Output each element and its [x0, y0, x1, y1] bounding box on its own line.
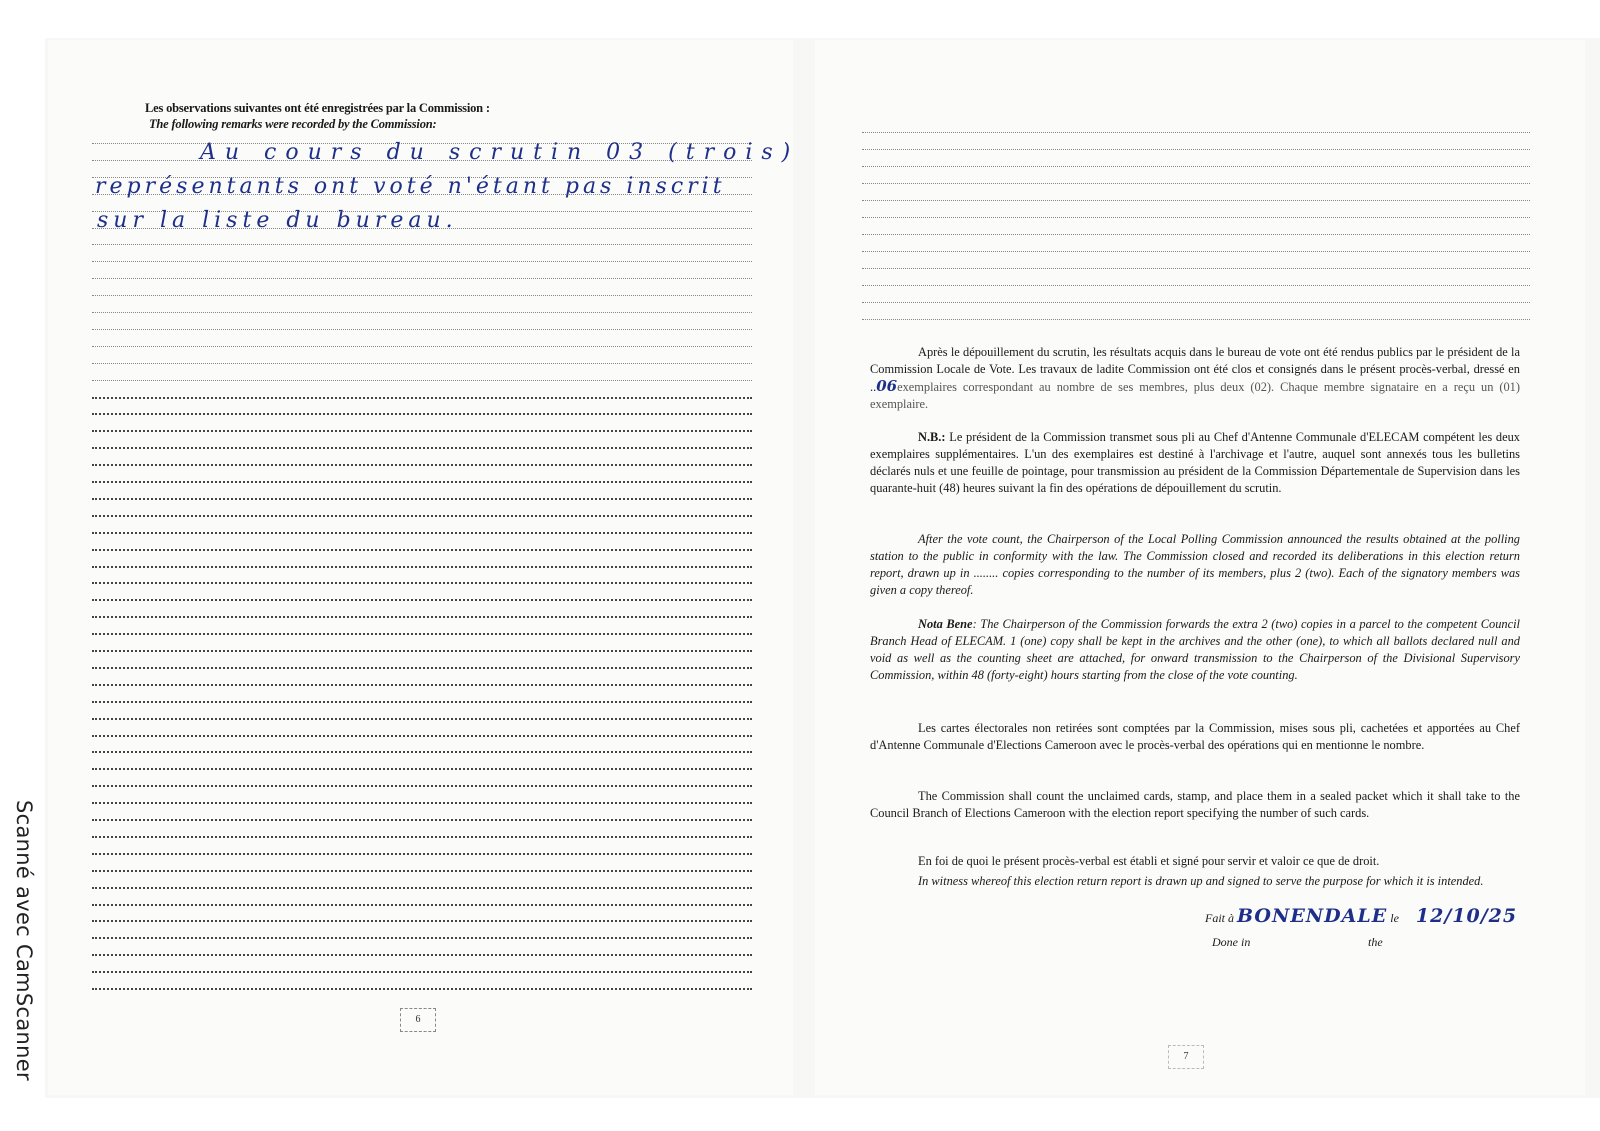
- ruled-line: [92, 515, 752, 517]
- ruled-line: [92, 667, 752, 669]
- paragraph-cards-en: The Commission shall count the unclaimed cards, stamp, and place them in a sealed packet which it shall take to the Council Branch of Elections Cameroon with the election report specifying the number of such cards.: [870, 789, 1520, 820]
- handwritten-remark-line-3: sur la liste du bureau.: [97, 208, 458, 233]
- page-number-left: 6: [400, 1008, 436, 1032]
- ruled-line: [92, 633, 752, 635]
- ruled-line: [92, 920, 752, 922]
- ruled-line: [862, 319, 1530, 320]
- ruled-line: [92, 701, 752, 703]
- ruled-line: [92, 413, 752, 415]
- ruled-line: [92, 532, 752, 534]
- done-at-place: BONENDALE: [1237, 905, 1388, 927]
- ruled-line: [92, 751, 752, 753]
- paragraph-witness-en: In witness whereof this election return report is drawn up and signed to serve the purpose for which it is intended.: [918, 874, 1484, 888]
- ruled-line: [92, 380, 752, 381]
- ruled-line: [92, 549, 752, 551]
- handwritten-copies-count: 06: [876, 377, 898, 395]
- ruled-line: [862, 132, 1530, 133]
- ruled-line: [92, 853, 752, 855]
- observations-title-en: The following remarks were recorded by the Commission:: [149, 117, 437, 131]
- nota-bene-label: Nota Bene: [918, 617, 973, 631]
- ruled-line: [862, 285, 1530, 286]
- observations-title-fr: Les observations suivantes ont été enregistrées par la Commission :: [145, 101, 490, 115]
- continued-ruled-lines: [862, 132, 1530, 327]
- ruled-line: [862, 166, 1530, 167]
- ruled-line: [92, 430, 752, 432]
- paragraph-cards-fr: Les cartes électorales non retirées sont comptées par la Commission, mises sous pli, cachetées et apportées au Chef d'Antenne Communale d'Elections Cameroon avec le procès-verbal des opérations qui en mentionne le nombre.: [870, 721, 1520, 752]
- remarks-ruled-lines: [92, 143, 752, 993]
- handwritten-remark-line-2: représentants ont voté n'étant pas inscrit: [95, 174, 726, 199]
- paragraph-nb-fr: N.B.: Le président de la Commission transmet sous pli au Chef d'Antenne Communale d'ELECAM compétent les deux exemplaires supplémentaires. L'un des exemplaires est destiné à l'archivage et l'autre, auquel sont annexés tous les bulletins déclarés nuls et une feuille de pointage, pour transmission au président de la Commission Départementale de Supervision dans les quarante-huit (48) heures suivant la fin des opérations de dépouillement du scrutin.: [870, 430, 1520, 495]
- ruled-line: [92, 988, 752, 990]
- ruled-line: [92, 836, 752, 838]
- ruled-line: [92, 718, 752, 720]
- signature-place-date: [1205, 905, 1517, 927]
- ruled-line: [92, 768, 752, 770]
- ruled-line: [92, 464, 752, 466]
- ruled-line: [92, 735, 752, 737]
- ruled-line: [92, 887, 752, 889]
- ruled-line: [92, 295, 752, 296]
- date-label-fr: le: [1390, 911, 1399, 925]
- paragraph-results-fr: Après le dépouillement du scrutin, les résultats acquis dans le bureau de vote ont été rendus publics par le président de la Commission Locale de Vote. Les travaux de ladite Commission ont été clos et consignés dans le présent procès-verbal, dressé en ..06exemplaires correspondant au nombre de ses membres, plus deux (02). Chaque membre signataire en a reçu un (01) exemplaire.: [870, 345, 1520, 411]
- ruled-line: [92, 244, 752, 245]
- ruled-line: [92, 937, 752, 939]
- date-label-en: the: [1368, 935, 1383, 949]
- done-at-label-fr: Fait à: [1205, 911, 1234, 925]
- ruled-line: [862, 200, 1530, 201]
- ruled-line: [92, 599, 752, 601]
- ruled-line: [92, 261, 752, 262]
- ruled-line: [92, 650, 752, 652]
- camscanner-watermark: Scanné avec CamScanner: [12, 800, 36, 1081]
- date-value: 12/10/25: [1415, 905, 1518, 927]
- ruled-line: [92, 785, 752, 787]
- ruled-line: [92, 481, 752, 483]
- ruled-line: [92, 329, 752, 330]
- paragraph-results-en: After the vote count, the Chairperson of the Local Polling Commission announced the results obtained at the polling station to the public in conformity with the law. The Commission closed and recorded its deliberations in this election return report, drawn up in ........ copies corresponding to the number of its members, plus 2 (two). Each of the signatory members was given a copy thereof.: [870, 532, 1520, 597]
- ruled-line: [92, 498, 752, 500]
- ruled-line: [862, 268, 1530, 269]
- ruled-line: [92, 802, 752, 804]
- paragraph-witness-fr: En foi de quoi le présent procès-verbal est établi et signé pour servir et valoir ce que de droit.: [918, 854, 1380, 868]
- ruled-line: [862, 251, 1530, 252]
- ruled-line: [92, 819, 752, 821]
- ruled-line: [92, 447, 752, 449]
- ruled-line: [92, 616, 752, 618]
- ruled-line: [92, 346, 752, 347]
- ruled-line: [92, 397, 752, 399]
- ruled-line: [862, 149, 1530, 150]
- ruled-line: [92, 278, 752, 279]
- handwritten-remark-line-1: Au cours du scrutin 03 (trois): [200, 140, 800, 165]
- ruled-line: [862, 234, 1530, 235]
- nb-label: N.B.:: [918, 430, 946, 444]
- page-number-right: 7: [1168, 1045, 1204, 1069]
- ruled-line: [92, 684, 752, 686]
- ruled-line: [92, 954, 752, 956]
- ruled-line: [92, 870, 752, 872]
- done-in-label-en: Done in: [1212, 935, 1251, 949]
- ruled-line: [92, 363, 752, 364]
- ruled-line: [92, 904, 752, 906]
- ruled-line: [92, 971, 752, 973]
- ruled-line: [862, 183, 1530, 184]
- ruled-line: [862, 302, 1530, 303]
- ruled-line: [92, 312, 752, 313]
- ruled-line: [862, 217, 1530, 218]
- ruled-line: [92, 582, 752, 584]
- ruled-line: [92, 566, 752, 568]
- paragraph-nota-bene-en: Nota Bene: The Chairperson of the Commission forwards the extra 2 (two) copies in a parcel to the competent Council Branch Head of ELECAM. 1 (one) copy shall be kept in the archives and the other (one), to which all ballots declared null and void as well as the counting sheet are attached, for onward transmission to the Chairperson of the Divisional Supervisory Commission, within 48 (forty-eight) hours starting from the close of the vote counting.: [870, 617, 1520, 682]
